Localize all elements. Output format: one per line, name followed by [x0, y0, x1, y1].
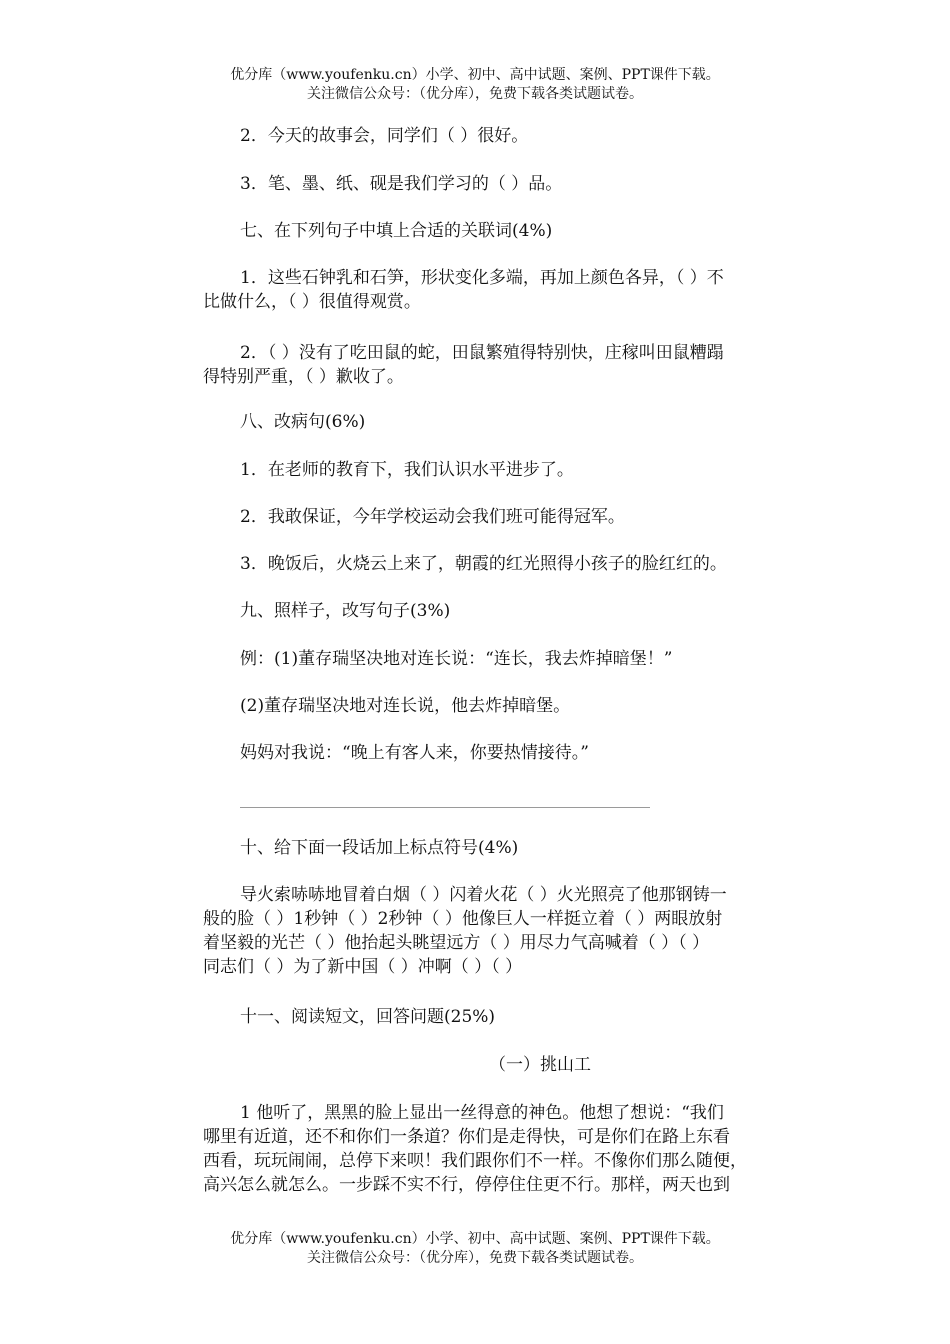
section-8-heading: 八、改病句(6%) — [240, 412, 366, 432]
question-7-2-line-1: 2．（ ）没有了吃田鼠的蛇，田鼠繁殖得特别快，庄稼叫田鼠糟蹋 — [240, 343, 724, 363]
question-8-3: 3．晚饭后，火烧云上来了，朝霞的红光照得小孩子的脸红红的。 — [240, 554, 727, 574]
punctuation-line-2: 般的脸（ ）1秒钟（ ）2秒钟（ ）他像巨人一样挺立着（ ）两眼放射 — [203, 909, 723, 929]
page-header — [0, 66, 950, 104]
rewrite-task: 妈妈对我说：“晚上有客人来，你要热情接待。” — [240, 743, 589, 763]
question-7-2-line-2: 得特别严重，（ ）歉收了。 — [203, 367, 404, 387]
punctuation-line-4: 同志们（ ）为了新中国（ ）冲啊（ ）（ ） — [203, 957, 523, 977]
punctuation-line-3: 着坚毅的光芒（ ）他抬起头眺望远方（ ）用尽力气高喊着（ ）（ ） — [203, 933, 710, 953]
footer-line-1: 优分库（www.youfenku.cn）小学、初中、高中试题、案例、PPT课件下载。 — [230, 1231, 720, 1247]
question-7-1-line-2: 比做什么，（ ）很值得观赏。 — [203, 292, 421, 312]
header-line-2: 关注微信公众号：（优分库），免费下载各类试题试卷。 — [307, 86, 643, 102]
passage-line-1: 1 他听了，黑黑的脸上显出一丝得意的神色。他想了想说：“我们 — [240, 1103, 724, 1123]
example-sentence-1: 例：(1)董存瑞坚决地对连长说：“连长，我去炸掉暗堡！” — [240, 649, 673, 669]
question-6-3: 3．笔、墨、纸、砚是我们学习的（ ）品。 — [240, 174, 563, 194]
section-7-heading: 七、在下列句子中填上合适的关联词(4%) — [240, 221, 553, 241]
question-7-2 — [203, 341, 803, 389]
passage-title: （一）挑山工 — [489, 1055, 591, 1075]
question-7-1 — [203, 266, 803, 314]
passage-line-4: 高兴怎么就怎么。一步踩不实不行，停停住住更不行。那样，两天也到 — [203, 1175, 730, 1195]
answer-line — [240, 807, 650, 808]
passage-line-2: 哪里有近道，还不和你们一条道？你们是走得快，可是你们在路上东看 — [203, 1127, 730, 1147]
question-7-1-line-1: 1．这些石钟乳和石笋，形状变化多端，再加上颜色各异，（ ）不 — [240, 268, 724, 288]
punctuation-paragraph — [203, 883, 803, 979]
question-6-2: 2．今天的故事会，同学们（ ）很好。 — [240, 126, 529, 146]
page-footer — [0, 1230, 950, 1268]
example-sentence-2: (2)董存瑞坚决地对连长说，他去炸掉暗堡。 — [240, 696, 571, 716]
question-8-2: 2．我敢保证，今年学校运动会我们班可能得冠军。 — [240, 507, 625, 527]
punctuation-line-1: 导火索哧哧地冒着白烟（ ）闪着火花（ ）火光照亮了他那钢铸一 — [240, 885, 727, 905]
section-11-heading: 十一、阅读短文，回答问题(25%) — [240, 1007, 496, 1027]
header-line-1: 优分库（www.youfenku.cn）小学、初中、高中试题、案例、PPT课件下载。 — [230, 67, 720, 83]
section-10-heading: 十、给下面一段话加上标点符号(4%) — [240, 838, 519, 858]
question-8-1: 1．在老师的教育下，我们认识水平进步了。 — [240, 460, 574, 480]
passage-line-3: 西看，玩玩闹闹，总停下来呗！我们跟你们不一样。不像你们那么随便， — [203, 1151, 747, 1171]
section-9-heading: 九、照样子，改写句子(3%) — [240, 601, 451, 621]
footer-line-2: 关注微信公众号：（优分库），免费下载各类试题试卷。 — [307, 1250, 643, 1266]
reading-passage — [203, 1101, 803, 1197]
